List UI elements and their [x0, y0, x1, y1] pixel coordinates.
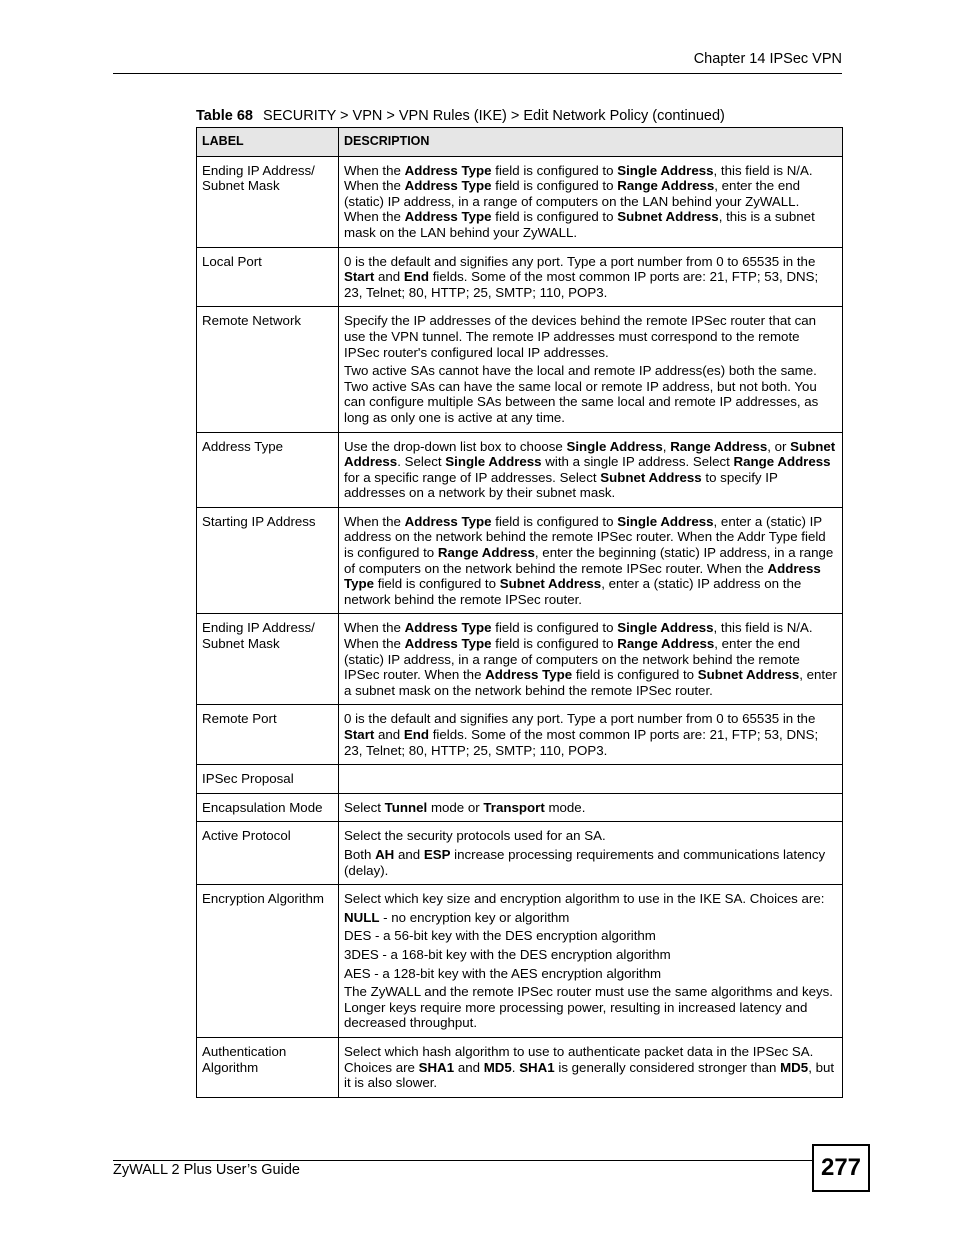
description-text: Select which key size and encryption algorithm to use in the IKE SA. Choices are:: [344, 891, 825, 907]
description-paragraph: [344, 514, 837, 608]
description-text: When the: [344, 162, 405, 178]
description-text: and: [374, 269, 404, 285]
emphasized-term: Range Address: [617, 636, 715, 652]
description-text: field is configured to: [491, 162, 618, 178]
emphasized-term: Range Address: [670, 438, 768, 454]
header-divider: [113, 73, 842, 74]
row-description: [339, 307, 843, 432]
description-paragraph: [344, 947, 837, 963]
description-paragraph: [344, 254, 837, 301]
emphasized-term: Subnet Address: [617, 209, 719, 225]
emphasized-term: End: [403, 727, 429, 742]
description-paragraph: [344, 966, 837, 982]
emphasized-term: Single Address: [566, 438, 663, 454]
emphasized-term: SHA1: [519, 1059, 555, 1075]
description-text: 0 is the default and signifies any port. Type a port number from 0 to 65535 in the: [344, 253, 816, 269]
footer-divider: [113, 1160, 812, 1161]
description-text: 0 is the default and signifies any port. Type a port number from 0 to 65535 in the: [344, 711, 816, 727]
description-text: fields. Some of the most common IP ports are: 21, FTP; 53, DNS; 23, Telnet; 80, HTTP; 25, SMTP; 110, POP3.: [344, 727, 819, 758]
description-paragraph: [344, 891, 837, 907]
emphasized-term: Single Address: [445, 454, 542, 470]
table-row: [197, 156, 843, 247]
description-paragraph: [344, 439, 837, 501]
description-text: , or: [767, 438, 791, 454]
description-text: and: [454, 1059, 484, 1075]
row-label: Authentication Algorithm: [197, 1037, 339, 1097]
description-paragraph: [344, 910, 837, 926]
emphasized-term: Address Type: [404, 178, 492, 194]
table-row: [197, 614, 843, 705]
description-text: , enter the end (static) IP address, in a range of computers on the network behind the remote IPSec router. When the: [344, 636, 801, 683]
description-text: When the: [344, 620, 405, 636]
emphasized-term: Address Type: [344, 560, 821, 592]
row-description: [339, 1037, 843, 1097]
description-text: fields. Some of the most common IP ports are: 21, FTP; 53, DNS; 23, Telnet; 80, HTTP; 25, SMTP; 110, POP3.: [344, 269, 819, 300]
emphasized-term: Single Address: [617, 620, 714, 636]
description-text: 3DES - a 168-bit key with the DES encryption algorithm: [344, 946, 671, 962]
description-text: , this field is N/A. When the: [344, 620, 813, 652]
description-text: is generally considered stronger than: [554, 1059, 781, 1075]
row-label: Encryption Algorithm: [197, 885, 339, 1038]
description-text: to specify IP addresses on a network by their subnet mask.: [344, 469, 778, 501]
description-text: When the: [344, 513, 405, 529]
table-row: [197, 247, 843, 307]
emphasized-term: Range Address: [733, 454, 831, 470]
emphasized-term: Transport: [483, 799, 545, 815]
description-text: Specify the IP addresses of the devices behind the remote IPSec router that can use the VPN tunnel. The remote IP addresses must correspond to the remote IPSec router's configured local IP addresses.: [344, 313, 817, 360]
description-text: and: [374, 727, 404, 742]
row-label: Remote Port: [197, 705, 339, 765]
description-paragraph: [344, 847, 837, 878]
description-text: , enter the end (static) IP address, in a range of computers on the LAN behind your ZyWALL. When the: [344, 178, 801, 225]
description-text: Use the drop-down list box to choose: [344, 438, 567, 454]
description-paragraph: [344, 800, 837, 816]
page-number: 277: [812, 1144, 870, 1192]
description-column-header: DESCRIPTION: [339, 128, 843, 157]
description-text: , but it is also slower.: [344, 1059, 835, 1091]
table-caption-number: Table 68: [196, 108, 253, 124]
emphasized-term: Start: [344, 269, 375, 285]
description-text: , enter a subnet mask on the network behind the remote IPSec router.: [344, 667, 837, 698]
table-header-row: [197, 128, 843, 157]
description-text: The ZyWALL and the remote IPSec router must use the same algorithms and keys. Longer keys require more processing power, resulting in increased latency and decreased throughput.: [344, 984, 834, 1031]
description-text: Both: [344, 846, 376, 862]
description-paragraph: [344, 984, 837, 1031]
description-text: for a specific range of IP addresses. Select: [344, 469, 601, 485]
description-paragraph: [344, 363, 837, 425]
description-text: AES - a 128-bit key with the AES encryption algorithm: [344, 965, 662, 981]
settings-table: [196, 127, 843, 1098]
description-text: .: [511, 1059, 520, 1075]
emphasized-term: Address Type: [404, 209, 492, 225]
table-body: [197, 156, 843, 1097]
description-paragraph: [344, 928, 837, 944]
description-text: field is configured to: [491, 209, 618, 225]
row-label: Local Port: [197, 247, 339, 307]
description-text: field is configured to: [491, 636, 618, 652]
description-text: , enter a (static) IP address on the network behind the remote IPSec router. When the Addr Type field is configured to: [344, 513, 826, 561]
description-text: mode.: [544, 799, 586, 815]
description-paragraph: [344, 1044, 837, 1091]
table-row: [197, 765, 843, 794]
table-caption: [196, 108, 725, 124]
emphasized-term: Address Type: [404, 620, 492, 636]
description-paragraph: [344, 828, 837, 844]
emphasized-term: SHA1: [418, 1059, 455, 1075]
row-description: [339, 432, 843, 507]
table-row: [197, 885, 843, 1038]
table-row: [197, 507, 843, 614]
emphasized-term: Subnet Address: [600, 469, 702, 485]
guide-title: ZyWALL 2 Plus User’s Guide: [113, 1162, 300, 1178]
description-text: , enter a (static) IP address on the network behind the remote IPSec router.: [344, 576, 802, 607]
emphasized-term: Subnet Address: [344, 438, 836, 470]
emphasized-term: NULL: [344, 909, 380, 925]
table-row: [197, 432, 843, 507]
emphasized-term: Subnet Address: [697, 667, 800, 683]
emphasized-term: Address Type: [404, 162, 492, 178]
description-text: , this is a subnet mask on the LAN behind your ZyWALL.: [344, 209, 815, 240]
table-row: [197, 822, 843, 885]
chapter-header: Chapter 14 IPSec VPN: [693, 51, 842, 67]
description-paragraph: [344, 313, 837, 360]
description-text: , this field is N/A. When the: [344, 162, 813, 194]
description-text: field is configured to: [374, 576, 500, 592]
emphasized-term: Address Type: [485, 667, 573, 683]
row-description: [339, 705, 843, 765]
table-caption-text: SECURITY > VPN > VPN Rules (IKE) > Edit Network Policy (continued): [262, 108, 725, 124]
emphasized-term: Single Address: [617, 162, 714, 178]
description-text: field is configured to: [572, 667, 698, 683]
description-paragraph: [344, 620, 837, 698]
emphasized-term: End: [403, 269, 429, 285]
table-row: [197, 793, 843, 822]
description-text: field is configured to: [491, 178, 618, 194]
emphasized-term: Start: [344, 727, 375, 742]
description-paragraph: [344, 163, 837, 241]
row-label: Active Protocol: [197, 822, 339, 885]
description-text: Select which hash algorithm to use to authenticate packet data in the IPSec SA. Choices are: [344, 1043, 814, 1075]
emphasized-term: MD5: [780, 1059, 809, 1075]
table-row: [197, 1037, 843, 1097]
row-label: Starting IP Address: [197, 507, 339, 614]
description-text: field is configured to: [491, 513, 618, 529]
description-text: , enter the beginning (static) IP address, in a range of computers on the network behind the remote IPSec router. When the: [344, 545, 834, 576]
description-text: and: [394, 846, 424, 862]
emphasized-term: AH: [375, 846, 395, 862]
description-text: ,: [662, 438, 671, 454]
description-text: increase processing requirements and communications latency (delay).: [344, 846, 826, 878]
description-text: with a single IP address. Select: [541, 454, 734, 470]
emphasized-term: Range Address: [437, 545, 535, 561]
emphasized-term: Single Address: [617, 513, 714, 529]
row-description: [339, 156, 843, 247]
description-text: field is configured to: [491, 620, 618, 636]
row-description: [339, 885, 843, 1038]
emphasized-term: Tunnel: [384, 799, 428, 815]
row-label: Remote Network: [197, 307, 339, 432]
table-row: [197, 705, 843, 765]
table-row: [197, 307, 843, 432]
emphasized-term: Address Type: [404, 513, 492, 529]
row-description: [339, 793, 843, 822]
emphasized-term: ESP: [423, 846, 451, 862]
row-label: Ending IP Address/ Subnet Mask: [197, 614, 339, 705]
description-text: DES - a 56-bit key with the DES encryption algorithm: [344, 928, 656, 944]
description-text: mode or: [427, 799, 484, 815]
emphasized-term: MD5: [483, 1059, 512, 1075]
row-description: [339, 765, 843, 794]
row-label: Encapsulation Mode: [197, 793, 339, 822]
row-description: [339, 822, 843, 885]
description-text: Select the security protocols used for an SA.: [344, 828, 606, 844]
description-text: . Select: [397, 454, 446, 470]
description-text: Select: [344, 799, 385, 815]
emphasized-term: Subnet Address: [499, 576, 602, 592]
row-description: [339, 614, 843, 705]
emphasized-term: Range Address: [617, 178, 715, 194]
row-description: [339, 247, 843, 307]
row-label: Ending IP Address/ Subnet Mask: [197, 156, 339, 247]
description-text: Two active SAs cannot have the local and remote IP address(es) both the same. Two active SAs can have the same local or remote IP address, but not both. You can configure multiple SAs between the same local and remote IP addresses, as long as only one is active at any time.: [344, 363, 819, 425]
description-paragraph: [344, 711, 837, 758]
label-column-header: LABEL: [197, 128, 339, 157]
row-label: Address Type: [197, 432, 339, 507]
description-text: - no encryption key or algorithm: [379, 909, 570, 925]
row-description: [339, 507, 843, 614]
emphasized-term: Address Type: [404, 636, 492, 652]
row-label: IPSec Proposal: [197, 765, 339, 794]
